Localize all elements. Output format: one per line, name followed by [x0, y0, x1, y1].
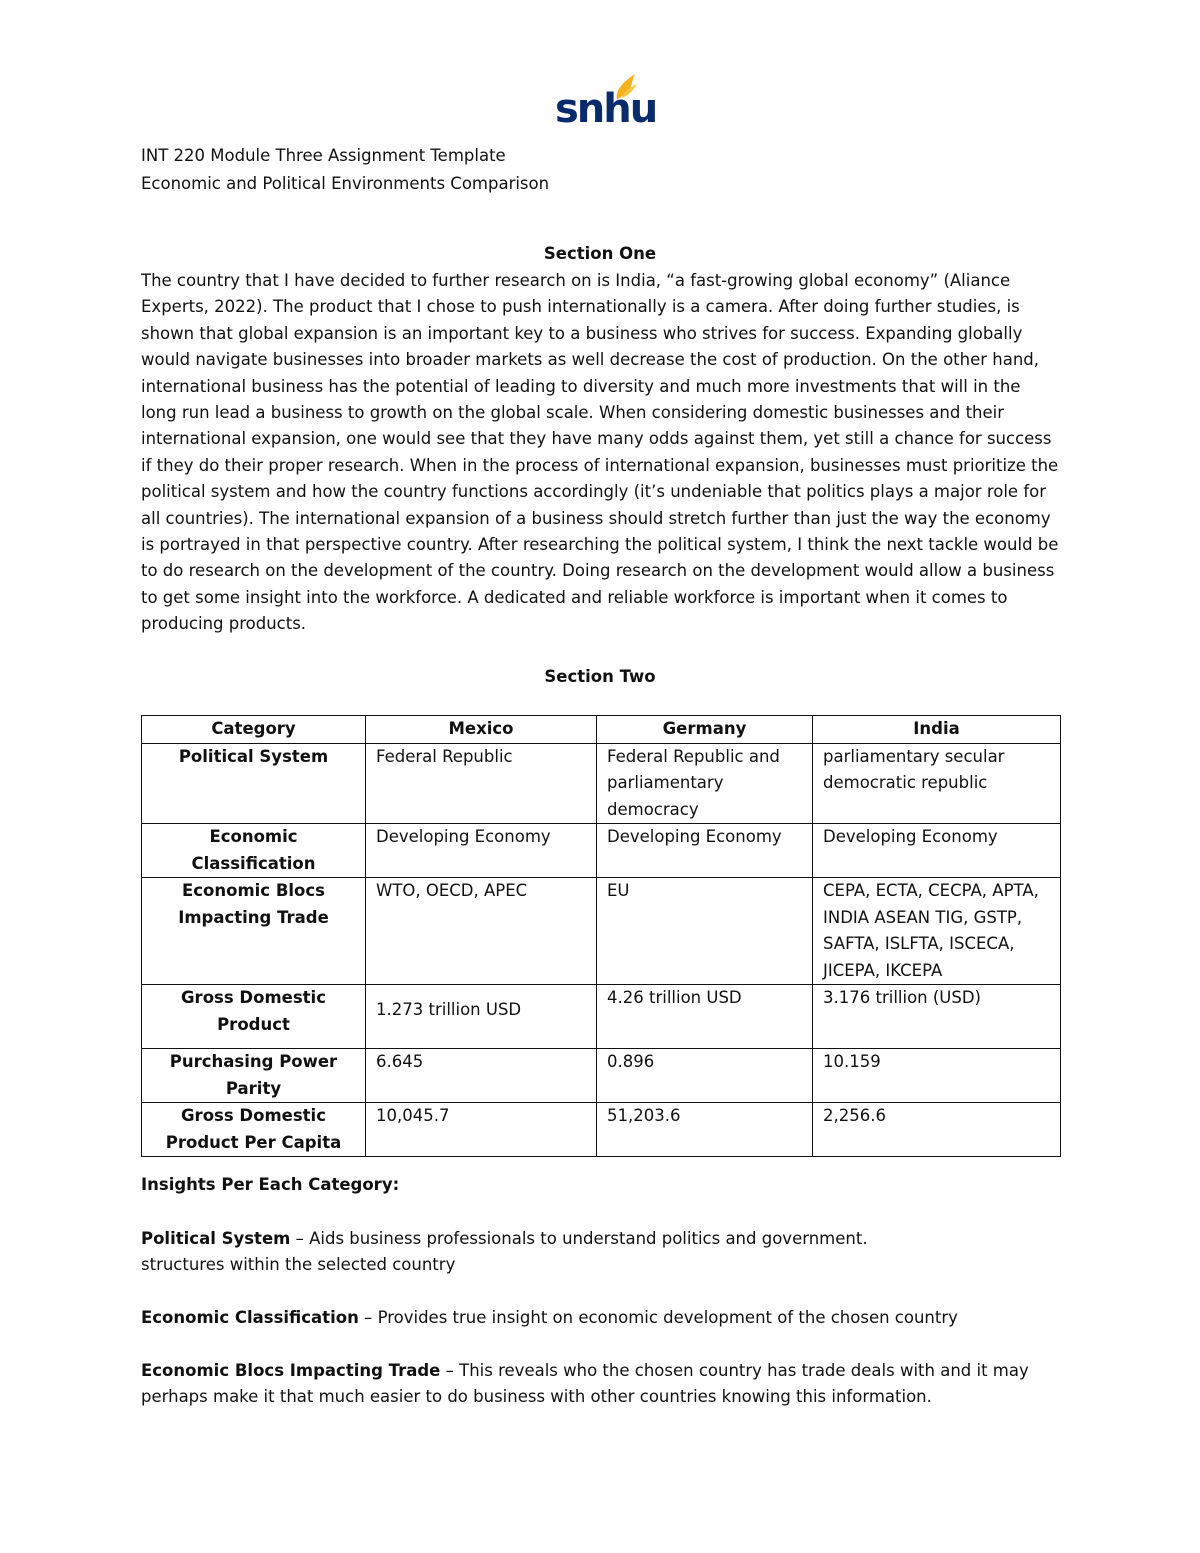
table-row	[142, 878, 1061, 985]
header-category: Category	[142, 716, 366, 744]
row-category: Gross Domestic Product Per Capita	[142, 1103, 366, 1157]
cell-india: 3.176 trillion (USD)	[813, 985, 1061, 1049]
insight-political-system	[141, 1226, 1061, 1279]
section-one-body: The country that I have decided to further research on is India, “a fast-growing global economy” (Aliance Experts, 2022). The product that I chose to push internationally is a camera. After doing further studies, is shown that global expansion is an important key to a business who strives for success. Expanding globally would navigate businesses into broader markets as well decrease the cost of production. On the other hand, international business has the potential of leading to diversity and much more investments that will in the long run lead a business to growth on the global scale. When considering domestic businesses and their international expansion, one would see that they have many odds against them, yet still a chance for success if they do their proper research. When in the process of international expansion, businesses must prioritize the political system and how the country functions accordingly (it’s undeniable that politics plays a major role for all countries). The international expansion of a business should stretch further than just the way the economy is portrayed in that perspective country. After researching the political system, I think the next tackle would be to do research on the development of the country. Doing research on the development would allow a business to get some insight into the workforce. A dedicated and reliable workforce is important when it comes to producing products.	[141, 271, 1059, 634]
table-header-row	[142, 716, 1061, 744]
table-row	[142, 1103, 1061, 1157]
logo-wordmark: snhu	[555, 86, 657, 132]
cell-mexico: 6.645	[366, 1049, 597, 1103]
cell-mexico: Federal Republic	[366, 743, 597, 824]
table-row	[142, 985, 1061, 1049]
section-two-heading: Section Two	[544, 667, 656, 686]
cell-germany: 4.26 trillion USD	[597, 985, 813, 1049]
insight-text: Aids business professionals to understand politics and government.	[309, 1229, 868, 1248]
insight-text-continued: structures within the selected country	[141, 1255, 456, 1275]
snhu-logo	[555, 72, 657, 134]
row-category: Economic Blocs Impacting Trade	[142, 878, 366, 985]
cell-germany: Federal Republic and parliamentary democracy	[597, 743, 813, 824]
cell-mexico: Developing Economy	[366, 824, 597, 878]
insight-dash: –	[440, 1361, 460, 1380]
header-mexico: Mexico	[366, 716, 597, 744]
row-category: Political System	[142, 743, 366, 824]
course-title: INT 220 Module Three Assignment Template	[141, 146, 506, 165]
insight-economic-blocs	[141, 1358, 1061, 1411]
cell-germany: Developing Economy	[597, 824, 813, 878]
header-india: India	[813, 716, 1061, 744]
insight-text: Provides true insight on economic development of the chosen country	[377, 1308, 958, 1327]
cell-india: Developing Economy	[813, 824, 1061, 878]
cell-germany: 51,203.6	[597, 1103, 813, 1157]
cell-mexico: WTO, OECD, APEC	[366, 878, 597, 985]
table-row	[142, 824, 1061, 878]
insight-text: This reveals who the chosen country has trade deals with and it may perhaps make it that much easier to do business with other countries knowing this information.	[141, 1361, 1029, 1407]
table-row	[142, 1049, 1061, 1103]
header-germany: Germany	[597, 716, 813, 744]
cell-india: CEPA, ECTA, CECPA, APTA, INDIA ASEAN TIG, GSTP, SAFTA, ISLFTA, ISCECA, JICEPA, IKCEPA	[813, 878, 1061, 985]
cell-germany: 0.896	[597, 1049, 813, 1103]
insight-economic-classification	[141, 1305, 1061, 1331]
cell-india: 10.159	[813, 1049, 1061, 1103]
row-category: Purchasing Power Parity	[142, 1049, 366, 1103]
insight-term: Economic Classification	[141, 1308, 359, 1327]
insight-dash: –	[290, 1229, 310, 1248]
assignment-subtitle: Economic and Political Environments Comparison	[141, 174, 550, 193]
cell-germany: EU	[597, 878, 813, 985]
insights-heading: Insights Per Each Category:	[141, 1175, 400, 1194]
comparison-table	[141, 715, 1061, 1157]
table-row	[142, 743, 1061, 824]
section-one-heading: Section One	[543, 244, 657, 263]
cell-mexico: 1.273 trillion USD	[366, 985, 597, 1049]
cell-india: parliamentary secular democratic republic	[813, 743, 1061, 824]
row-category: Economic Classification	[142, 824, 366, 878]
row-category: Gross Domestic Product	[142, 985, 366, 1049]
insight-term: Political System	[141, 1229, 291, 1248]
cell-india: 2,256.6	[813, 1103, 1061, 1157]
insight-term: Economic Blocs Impacting Trade	[141, 1361, 441, 1380]
cell-mexico: 10,045.7	[366, 1103, 597, 1157]
insight-dash: –	[358, 1308, 378, 1327]
